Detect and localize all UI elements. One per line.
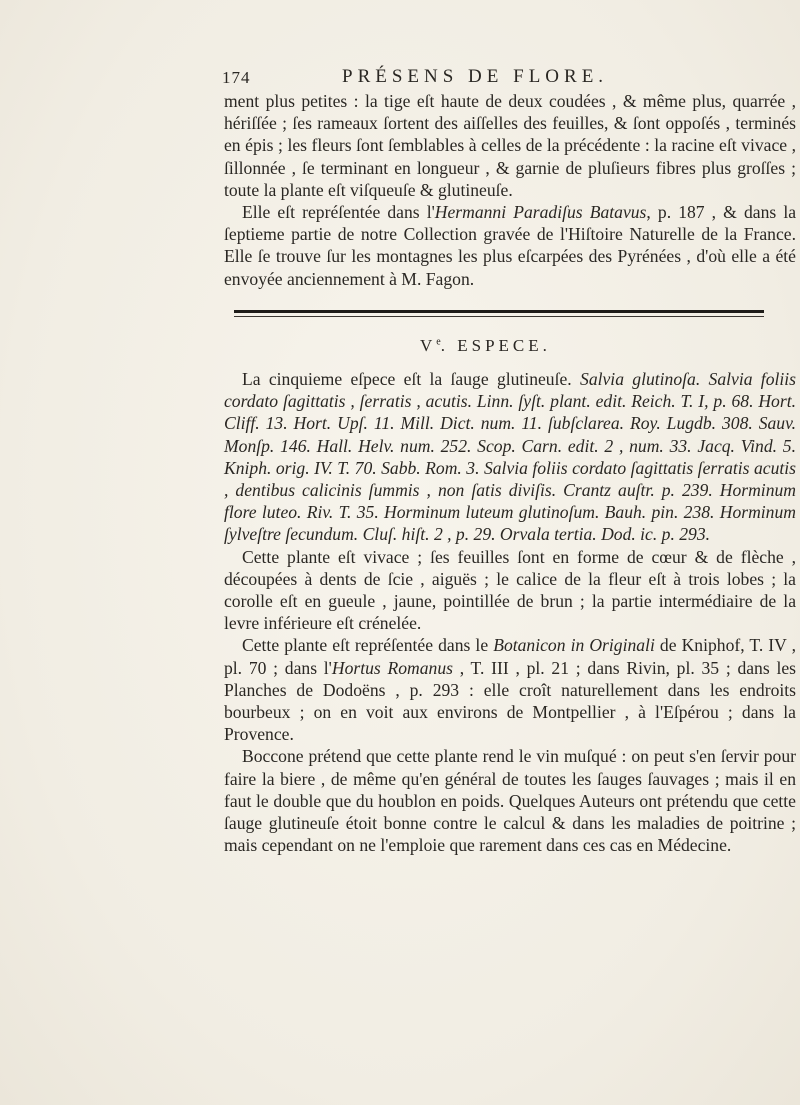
section-numeral: V <box>420 336 437 355</box>
para2-end: , p. 187 , & dans la ſeptieme partie de notre Collection gravée de l'Hiſtoire Naturelle de la France. Elle ſe trouve ſur les montagnes les plus eſcarpées des Pyrénées , d'où elle a été envoyée anciennement à M. Fagon. <box>224 202 797 289</box>
habitat-end: , T. III , pl. 21 ; dans Rivin, pl. 35 ; dans les Planches de Dodoëns , p. 293 : elle croît naturellement dans les endroits bourbeux ; on en voit aux environs de Montpellier , à l'Eſpérou ; dans la Provence. <box>224 657 796 745</box>
paragraph-representation <box>224 201 796 290</box>
species-intro: La cinquieme eſpece eſt la ſauge glutineuſe. <box>242 369 581 389</box>
habitat-mid: de Kniphof, T. IV , pl. 70 ; dans l' <box>224 635 796 678</box>
book-title-hortus: Hortus Romanus <box>331 657 453 678</box>
section-numeral-sup: e <box>436 336 441 348</box>
section-heading <box>420 336 551 356</box>
para2-start: Elle eſt repréſentée dans l' <box>242 202 435 223</box>
section-rule-thick <box>234 310 764 313</box>
synonymy-list: Salvia glutinoſa. Salvia foliis cordato ſagittatis , ſerratis , acutis. Linn. ſyſt. plant. edit. Reich. T. I, p. 68. Hort. Cliff. 13. Hort. Upſ. 11. Mill. Dict. num. 11. ſubſclarea. Roy. Lugdb. 308. Sauv. Monſp. 146. Hall. Helv. num. 252. Scop. Carn. edit. 2 , num. 33. Jacq. Vind. 5. Kniph. orig. IV. T. 70. Sabb. Rom. 3. Salvia foliis cordato ſagittatis ſerratis acutis , dentibus calicinis ſummis , non ſatis diviſis. Crantz auſtr. p. 239. Horminum flore luteo. Riv. T. 35. Horminum luteum glutinoſum. Bauh. pin. 238. Horminum ſylveſtre ſecundum. Cluſ. hiſt. 2 , p. 29. Orvala tertia. Dod. ic. p. 293. <box>224 369 797 545</box>
section-rule-thin <box>234 316 764 317</box>
section-title-text: . ESPECE. <box>440 336 551 355</box>
species-text-block <box>224 368 796 856</box>
paragraph-synonyms <box>224 368 796 546</box>
page-header <box>222 66 662 92</box>
paragraph-uses: Boccone prétend que cette plante rend le vin muſqué : on peut s'en ſervir pour faire la biere , de même qu'en général de toutes les ſauges ſauvages ; mais il en faut le double que du houblon en poids. Quelques Auteurs ont prétendu que cette ſauge glutineuſe étoit bonne contre le calcul & dans les maladies de poitrine ; mais cependant on ne l'emploie que rarement dans ces cas en Médecine. <box>224 746 796 856</box>
paragraph-habitat <box>224 634 796 745</box>
paragraph-continuation: ment plus petites : la tige eſt haute de deux coudées , & même plus, quarrée , hériſſée ; ſes rameaux ſortent des aiſſelles des feuilles, & ſont oppoſés , terminés en épis ; les fleurs ſont ſemblables à celles de la précédente : la racine eſt vivace , ſillonnée , ſe terminant en longueur , & garnie de pluſieurs fibres plus groſſes ; toute la plante eſt viſqueuſe & glutineuſe. <box>224 91 796 200</box>
paragraph-description: Cette plante eſt vivace ; ſes feuilles ſont en forme de cœur & de flèche , découpées à dents de ſcie , aiguës ; le calice de la fleur eſt à trois lobes ; la corolle eſt en gueule , jaune, pointillée de brun ; la partie intermédiaire de la levre inférieure eſt crénelée. <box>224 546 796 634</box>
book-title-hermanni: Hermanni Paradiſus Batavus <box>434 202 647 223</box>
page-number: 174 <box>222 68 251 87</box>
continued-text-block <box>224 90 796 290</box>
habitat-start: Cette plante eſt repréſentée dans le <box>242 635 494 656</box>
book-title-botanicon: Botanicon in Originali <box>493 635 655 656</box>
running-title: PRÉSENS DE FLORE. <box>342 66 609 87</box>
